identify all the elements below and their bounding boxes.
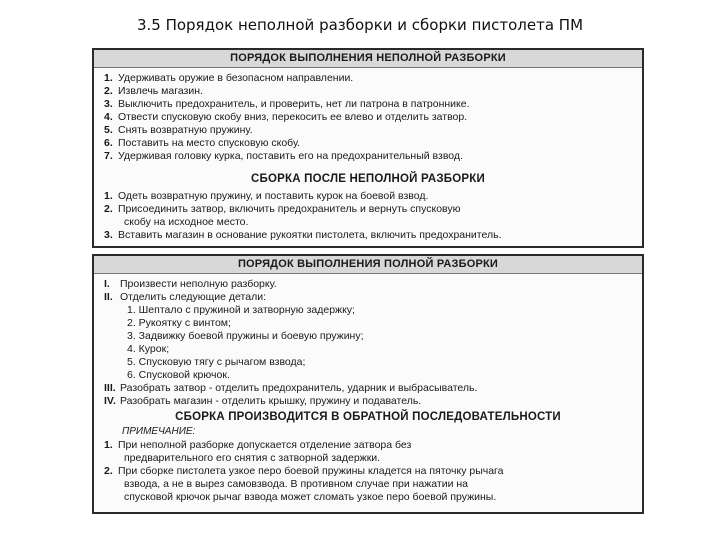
step-number: 4. (104, 111, 113, 123)
step-number: 5. (104, 124, 113, 136)
step-text: Удерживать оружие в безопасном направлении. (118, 72, 354, 84)
step-number: 6. (104, 137, 113, 149)
list-item-continuation: скобу на исходное место. (124, 216, 249, 228)
list-item (104, 203, 634, 216)
list-item (104, 291, 634, 304)
step-number: I. (104, 278, 110, 290)
note-continuation: спусковой крючок рычаг взвода может сломать узкое перо боевой пружины. (124, 491, 497, 503)
list-item (104, 150, 634, 163)
part-item: 3. Задвижку боевой пружины и боевую пружину; (127, 330, 364, 342)
step-text: Отвести спусковую скобу вниз, перекосить ее влево и отделить затвор. (118, 111, 468, 123)
step-number: 3. (104, 98, 113, 110)
step-number: 1. (104, 72, 113, 84)
step-text: Разобрать магазин - отделить крышку, пружину и подаватель. (120, 395, 422, 407)
step-number: II. (104, 291, 113, 303)
step-number: 3. (104, 229, 113, 241)
list-item (104, 395, 634, 408)
full-disassembly-heading: ПОРЯДОК ВЫПОЛНЕНИЯ ПОЛНОЙ РАЗБОРКИ (94, 256, 642, 274)
part-item: 5. Спусковую тягу с рычагом взвода; (127, 356, 306, 368)
partial-disassembly-panel (92, 48, 644, 248)
list-item (104, 278, 634, 291)
list-item (104, 190, 634, 203)
note-text: При неполной разборке допускается отделение затвора без (118, 439, 412, 451)
step-text: Поставить на место спусковую скобу. (118, 137, 301, 149)
list-item (104, 229, 634, 242)
step-text: Одеть возвратную пружину, и поставить курок на боевой взвод. (118, 190, 429, 202)
step-text: Произвести неполную разборку. (120, 278, 277, 290)
step-number: III. (104, 382, 116, 394)
step-number: 1. (104, 190, 113, 202)
note-item (104, 465, 634, 478)
list-item (104, 124, 634, 137)
step-number: 2. (104, 85, 113, 97)
part-item: 4. Курок; (127, 343, 170, 355)
list-item (104, 98, 634, 111)
page-title: 3.5 Порядок неполной разборки и сборки пистолета ПМ (136, 16, 584, 34)
step-text: Вставить магазин в основание рукоятки пистолета, включить предохранитель. (118, 229, 502, 241)
note-label: ПРИМЕЧАНИЕ: (122, 426, 196, 437)
note-item (104, 439, 634, 452)
list-item (104, 111, 634, 124)
reverse-assembly-heading: СБОРКА ПРОИЗВОДИТСЯ В ОБРАТНОЙ ПОСЛЕДОВАТЕЛЬНОСТИ (175, 411, 561, 423)
step-number: IV. (104, 395, 116, 407)
step-text: Разобрать затвор - отделить предохранитель, ударник и выбрасыватель. (120, 382, 478, 394)
note-continuation: взвода, а не в вырез самовзвода. В противном случае при нажатии на (124, 478, 468, 490)
step-number: 7. (104, 150, 113, 162)
step-text: Отделить следующие детали: (120, 291, 266, 303)
list-item (104, 382, 634, 395)
step-text: Снять возвратную пружину. (118, 124, 253, 136)
note-text: При сборке пистолета узкое перо боевой пружины кладется на пяточку рычага (118, 465, 504, 477)
full-disassembly-panel (92, 254, 644, 514)
step-text: Присоединить затвор, включить предохранитель и вернуть спусковую (118, 203, 461, 215)
note-number: 1. (104, 439, 113, 451)
list-item (104, 85, 634, 98)
step-text: Удерживая головку курка, поставить его на предохранительный взвод. (118, 150, 463, 162)
part-item: 2. Рукоятку с винтом; (127, 317, 231, 329)
note-number: 2. (104, 465, 113, 477)
step-text: Выключить предохранитель, и проверить, нет ли патрона в патроннике. (118, 98, 470, 110)
list-item (104, 137, 634, 150)
list-item (104, 72, 634, 85)
part-item: 1. Шептало с пружиной и затворную задержку; (127, 304, 355, 316)
assembly-heading: СБОРКА ПОСЛЕ НЕПОЛНОЙ РАЗБОРКИ (251, 173, 485, 185)
part-item: 6. Спусковой крючок. (127, 369, 230, 381)
step-number: 2. (104, 203, 113, 215)
partial-disassembly-heading: ПОРЯДОК ВЫПОЛНЕНИЯ НЕПОЛНОЙ РАЗБОРКИ (94, 50, 642, 68)
note-continuation: предварительного его снятия с затворной задержки. (124, 452, 381, 464)
step-text: Извлечь магазин. (118, 85, 203, 97)
